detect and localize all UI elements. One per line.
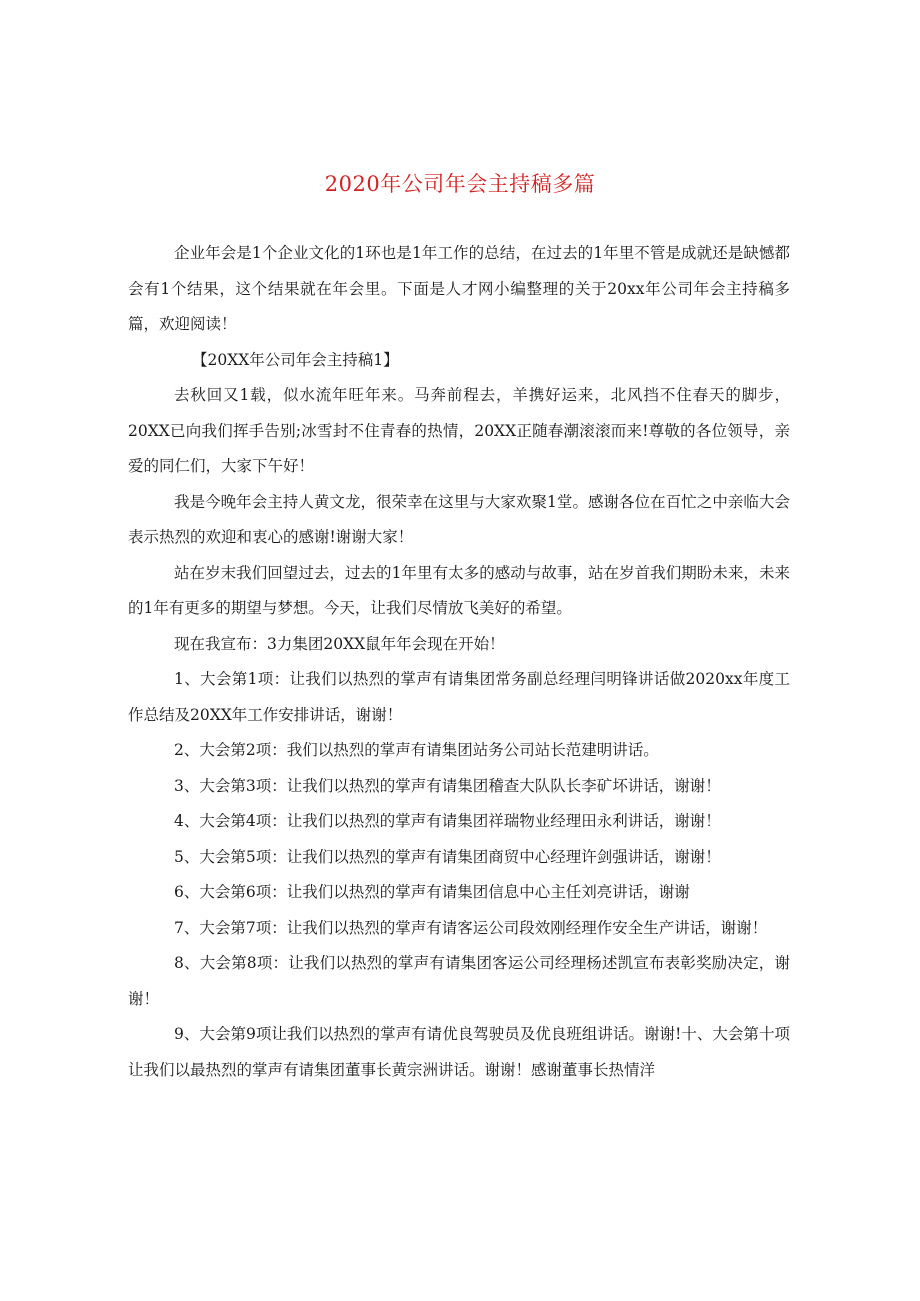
agenda-item: 7、大会第7项：让我们以热烈的掌声有请客运公司段效刚经理作安全生产讲话，谢谢！ [174,918,768,937]
agenda-item: 5、大会第5项：让我们以热烈的掌声有请集团商贸中心经理许剑强讲话，谢谢！ [174,847,721,866]
agenda-item: 6、大会第6项：让我们以热烈的掌声有请集团信息中心主任刘亮讲话，谢谢 [174,883,690,901]
agenda-item: 3、大会第3项：让我们以热烈的掌声有请集团稽查大队队长李矿坏讲话，谢谢！ [174,776,721,795]
opening-paragraph: 去秋回又1载，似水流年旺年来。马奔前程去，羊携好运来，北风挡不住春天的脚步，20XX已向我们挥手告别;冰雪封不住青春的热情，20XX正随春潮滚滚而来!尊敬的各位领导，亲爱的同仁们，大家下午好！ [128,386,790,475]
document-body [128,236,790,1088]
agenda-item: 4、大会第4项：让我们以热烈的掌声有请集团祥瑞物业经理田永利讲话，谢谢！ [174,812,721,830]
agenda-item: 1、大会第1项：让我们以热烈的掌声有请集团常务副总经理闫明锋讲话做2020xx年度工作总结及20XX年工作安排讲话，谢谢！ [128,670,790,724]
agenda-item: 2、大会第2项：我们以热烈的掌声有请集团站务公司站长范建明讲话。 [174,741,659,759]
reflection-paragraph: 站在岁末我们回望过去，过去的1年里有太多的感动与故事，站在岁首我们期盼未来，未来的1年有更多的期望与梦想。今天，让我们尽情放飞美好的希望。 [128,563,790,617]
host-intro-paragraph: 我是今晚年会主持人黄文龙，很荣幸在这里与大家欢聚1堂。感谢各位在百忙之中亲临大会表示热烈的欢迎和衷心的感谢!谢谢大家！ [128,492,790,546]
intro-paragraph: 企业年会是1个企业文化的1环也是1年工作的总结，在过去的1年里不管是成就还是缺憾都会有1个结果，这个结果就在年会里。下面是人才网小编整理的关于20xx年公司年会主持稿多篇，欢迎阅读！ [128,244,790,333]
agenda-item: 9、大会第9项让我们以热烈的掌声有请优良驾驶员及优良班组讲话。谢谢!十、大会第十项让我们以最热烈的掌声有请集团董事长黄宗洲讲话。谢谢！感谢董事长热情洋 [128,1025,790,1079]
page-title: 2020年公司年会主持稿多篇 [324,172,596,196]
section-heading: 【20XX年公司年会主持稿1】 [192,350,399,369]
agenda-item: 8、大会第8项：让我们以热烈的掌声有请集团客运公司经理杨述凯宣布表彰奖励决定，谢谢！ [128,954,790,1008]
announcement-paragraph: 现在我宣布：3力集团20XX鼠年年会现在开始！ [174,634,505,653]
